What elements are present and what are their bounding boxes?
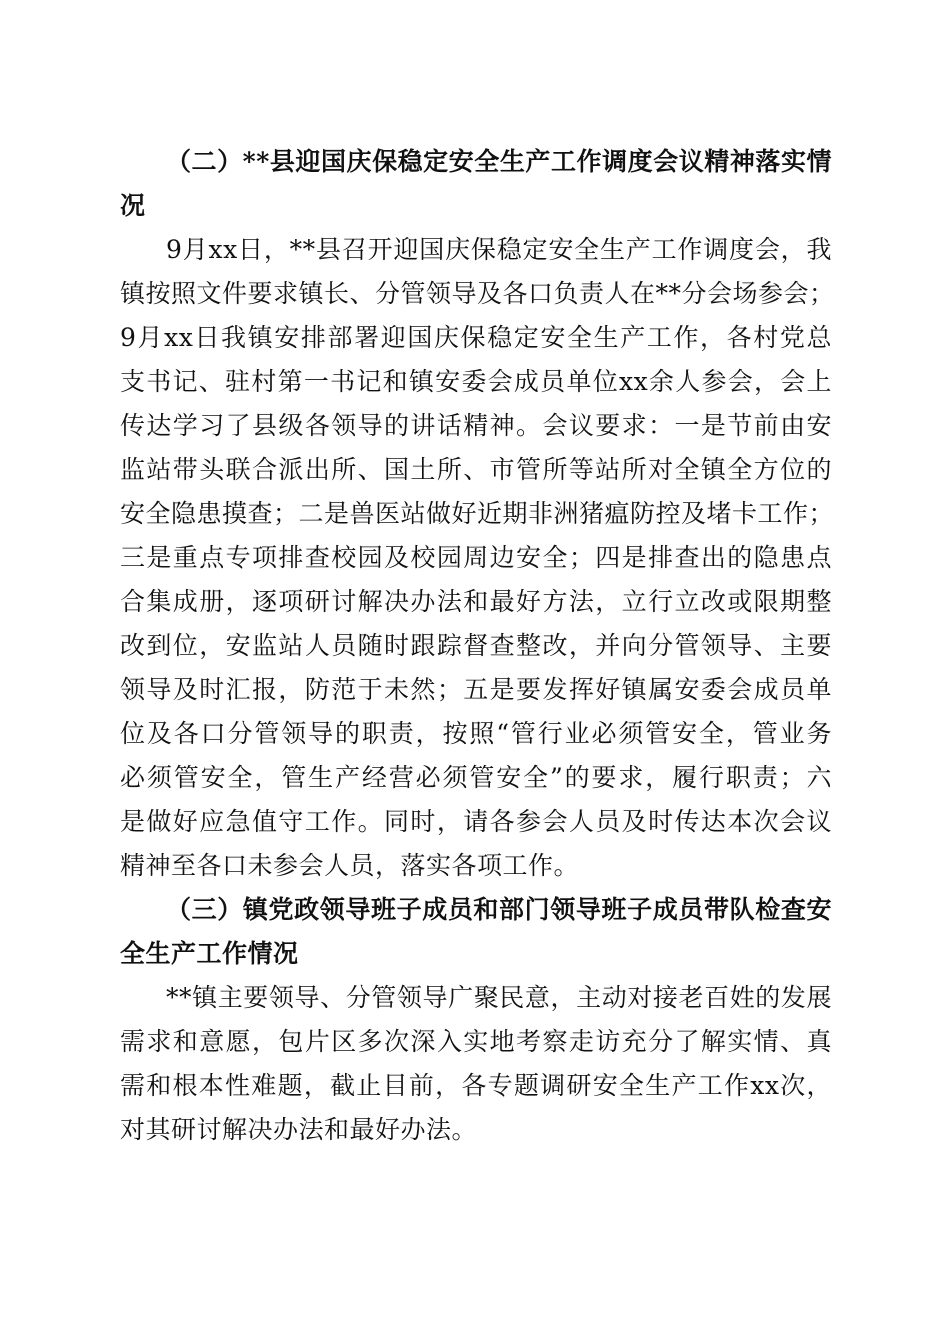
paragraph-line: 镇按照文件要求镇长、分管领导及各口负责人在**分会场参会；: [120, 279, 835, 308]
paragraph-line: 改到位，安监站人员随时跟踪督查整改，并向分管领导、主要: [120, 631, 832, 660]
paragraph-line: 是做好应急值守工作。同时，请各参会人员及时传达本次会议: [120, 807, 832, 836]
paragraph-line: 支书记、驻村第一书记和镇安委会成员单位xx余人参会，会上: [120, 367, 832, 396]
section-2-paragraph: [120, 228, 835, 888]
paragraph-line: 需和根本性难题，截止目前，各专题调研安全生产工作xx次，: [120, 1071, 832, 1100]
paragraph-line: 监站带头联合派出所、国土所、市管所等站所对全镇全方位的: [120, 455, 832, 484]
paragraph-line: 9月xx日我镇安排部署迎国庆保稳定安全生产工作，各村党总: [120, 323, 832, 352]
heading-line: 全生产工作情况: [120, 939, 299, 968]
paragraph-line: 合集成册，逐项研讨解决办法和最好方法，立行立改或限期整: [120, 587, 832, 616]
paragraph-line: **镇主要领导、分管领导广聚民意，主动对接老百姓的发展: [166, 983, 832, 1012]
paragraph-line: 三是重点专项排查校园及校园周边安全；四是排查出的隐患点: [120, 543, 832, 572]
section-2-heading: [120, 140, 832, 228]
heading-line: （二）**县迎国庆保稳定安全生产工作调度会议精神落实情: [166, 147, 832, 176]
paragraph-line: 领导及时汇报，防范于未然；五是要发挥好镇属安委会成员单: [120, 675, 832, 704]
paragraph-line: 位及各口分管领导的职责，按照“管行业必须管安全，管业务: [120, 719, 832, 748]
paragraph-line: 对其研讨解决办法和最好办法。: [120, 1115, 478, 1144]
heading-line: 况: [120, 191, 146, 220]
paragraph-line: 9月xx日，**县召开迎国庆保稳定安全生产工作调度会，我: [166, 235, 832, 264]
section-3-heading: [120, 888, 832, 976]
paragraph-line: 需求和意愿，包片区多次深入实地考察走访充分了解实情、真: [120, 1027, 832, 1056]
paragraph-line: 必须管安全，管生产经营必须管安全”的要求，履行职责；六: [120, 763, 832, 792]
document-page: [120, 140, 835, 1152]
section-3-paragraph: [120, 976, 832, 1152]
paragraph-line: 安全隐患摸查；二是兽医站做好近期非洲猪瘟防控及堵卡工作；: [120, 499, 835, 528]
paragraph-line: 传达学习了县级各领导的讲话精神。会议要求：一是节前由安: [120, 411, 832, 440]
paragraph-line: 精神至各口未参会人员，落实各项工作。: [120, 851, 580, 880]
heading-line: （三）镇党政领导班子成员和部门领导班子成员带队检查安: [166, 895, 832, 924]
